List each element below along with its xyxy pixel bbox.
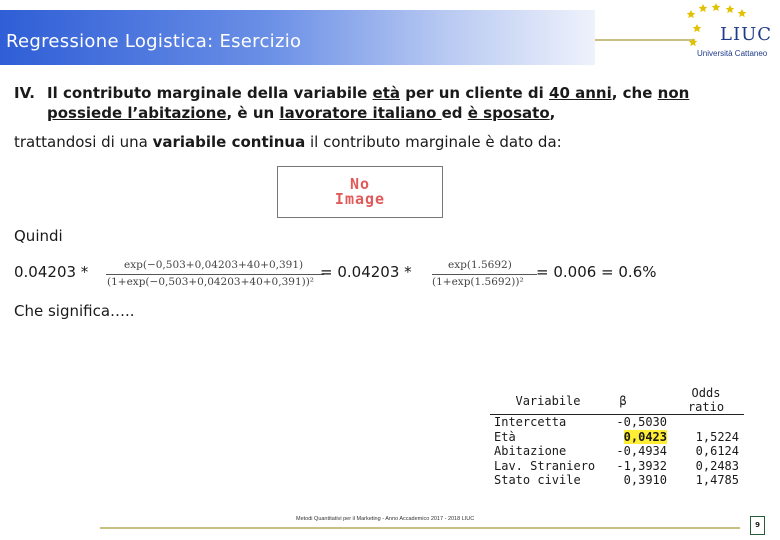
row-label: Lav. Straniero [494, 458, 596, 473]
placeholder-line: No [349, 175, 371, 193]
formula-equals-1: = 0.04203 * [320, 263, 412, 281]
row-beta: -0,4934 [616, 444, 667, 458]
point-text-part: 40 anni [549, 84, 612, 102]
formula-numerator-1: exp(−0,503+0,04203+40+0,391) [124, 259, 304, 271]
row-label: Abitazione [494, 444, 567, 458]
point-text-part: è sposato [467, 104, 550, 122]
logo-wordmark: LIUC [720, 24, 773, 45]
row-label: Stato civile [494, 473, 581, 487]
point-text-part: non possiede l’abitazione [47, 84, 690, 122]
header-odds: Odds ratio [687, 386, 725, 414]
footer-rule [100, 527, 740, 529]
row-label: Età [494, 429, 516, 444]
header-variabile: Variabile [515, 394, 581, 408]
point-text-part: per un cliente di [400, 84, 550, 102]
point-text-part: , che [611, 84, 658, 102]
fraction-bar [432, 274, 537, 275]
quindi-label: Quindi [14, 227, 63, 245]
placeholder-line: Image [334, 190, 386, 208]
marginal-effect-formula [14, 256, 714, 296]
row-beta: -0,5030 [616, 415, 667, 429]
fraction-bar [106, 274, 324, 275]
image-placeholder [277, 166, 443, 218]
row-beta-highlighted [605, 430, 667, 445]
header-rule [595, 39, 695, 41]
row-odds: 0,2483 [695, 458, 739, 473]
slide-title: Regressione Logistica: Esercizio [6, 31, 302, 52]
point-text-part: , [549, 104, 556, 122]
formula-result: = 0.006 = 0.6% [536, 263, 657, 281]
row-odds: 0,6124 [695, 444, 739, 458]
point-text [47, 83, 767, 123]
continuous-variable-line [14, 133, 562, 151]
line2-part-bold: variabile continua [152, 133, 306, 151]
point-text-part: Il contributo marginale della variabile [47, 84, 373, 102]
point-text-part: età [372, 84, 400, 102]
footer-text: Metodi Quantitativi per il Marketing - Anno Accademico 2017 - 2018 LIUC [296, 516, 475, 522]
point-text-part: lavoratore italiano [279, 104, 442, 122]
logo-subtitle: Università Cattaneo [697, 49, 768, 58]
point-text-part: ed [441, 104, 468, 122]
line2-part: trattandosi di una [14, 133, 153, 151]
formula-numerator-2: exp(1.5692) [448, 259, 512, 271]
point-number: IV. [14, 84, 35, 102]
page-number: 9 [750, 516, 765, 535]
row-label: Intercetta [494, 415, 567, 429]
point-text-part: , è un [226, 104, 280, 122]
table-body [488, 386, 746, 490]
line2-part: il contributo marginale è dato da: [305, 133, 562, 151]
header-beta: β [619, 394, 627, 408]
row-odds: 1,4785 [695, 473, 739, 487]
row-beta: 0,3910 [623, 473, 667, 487]
highlighted-beta: 0,0423 [623, 429, 667, 444]
question-text: Che significa….. [14, 302, 135, 320]
row-beta: -1,3932 [616, 458, 667, 473]
formula-denominator-1: (1+exp(−0,503+0,04203+40+0,391))² [107, 276, 315, 288]
formula-lead: 0.04203 * [14, 263, 89, 281]
formula-denominator-2: (1+exp(1.5692))² [432, 276, 524, 288]
image-placeholder-text [278, 177, 442, 207]
row-odds: 1,5224 [695, 429, 739, 444]
